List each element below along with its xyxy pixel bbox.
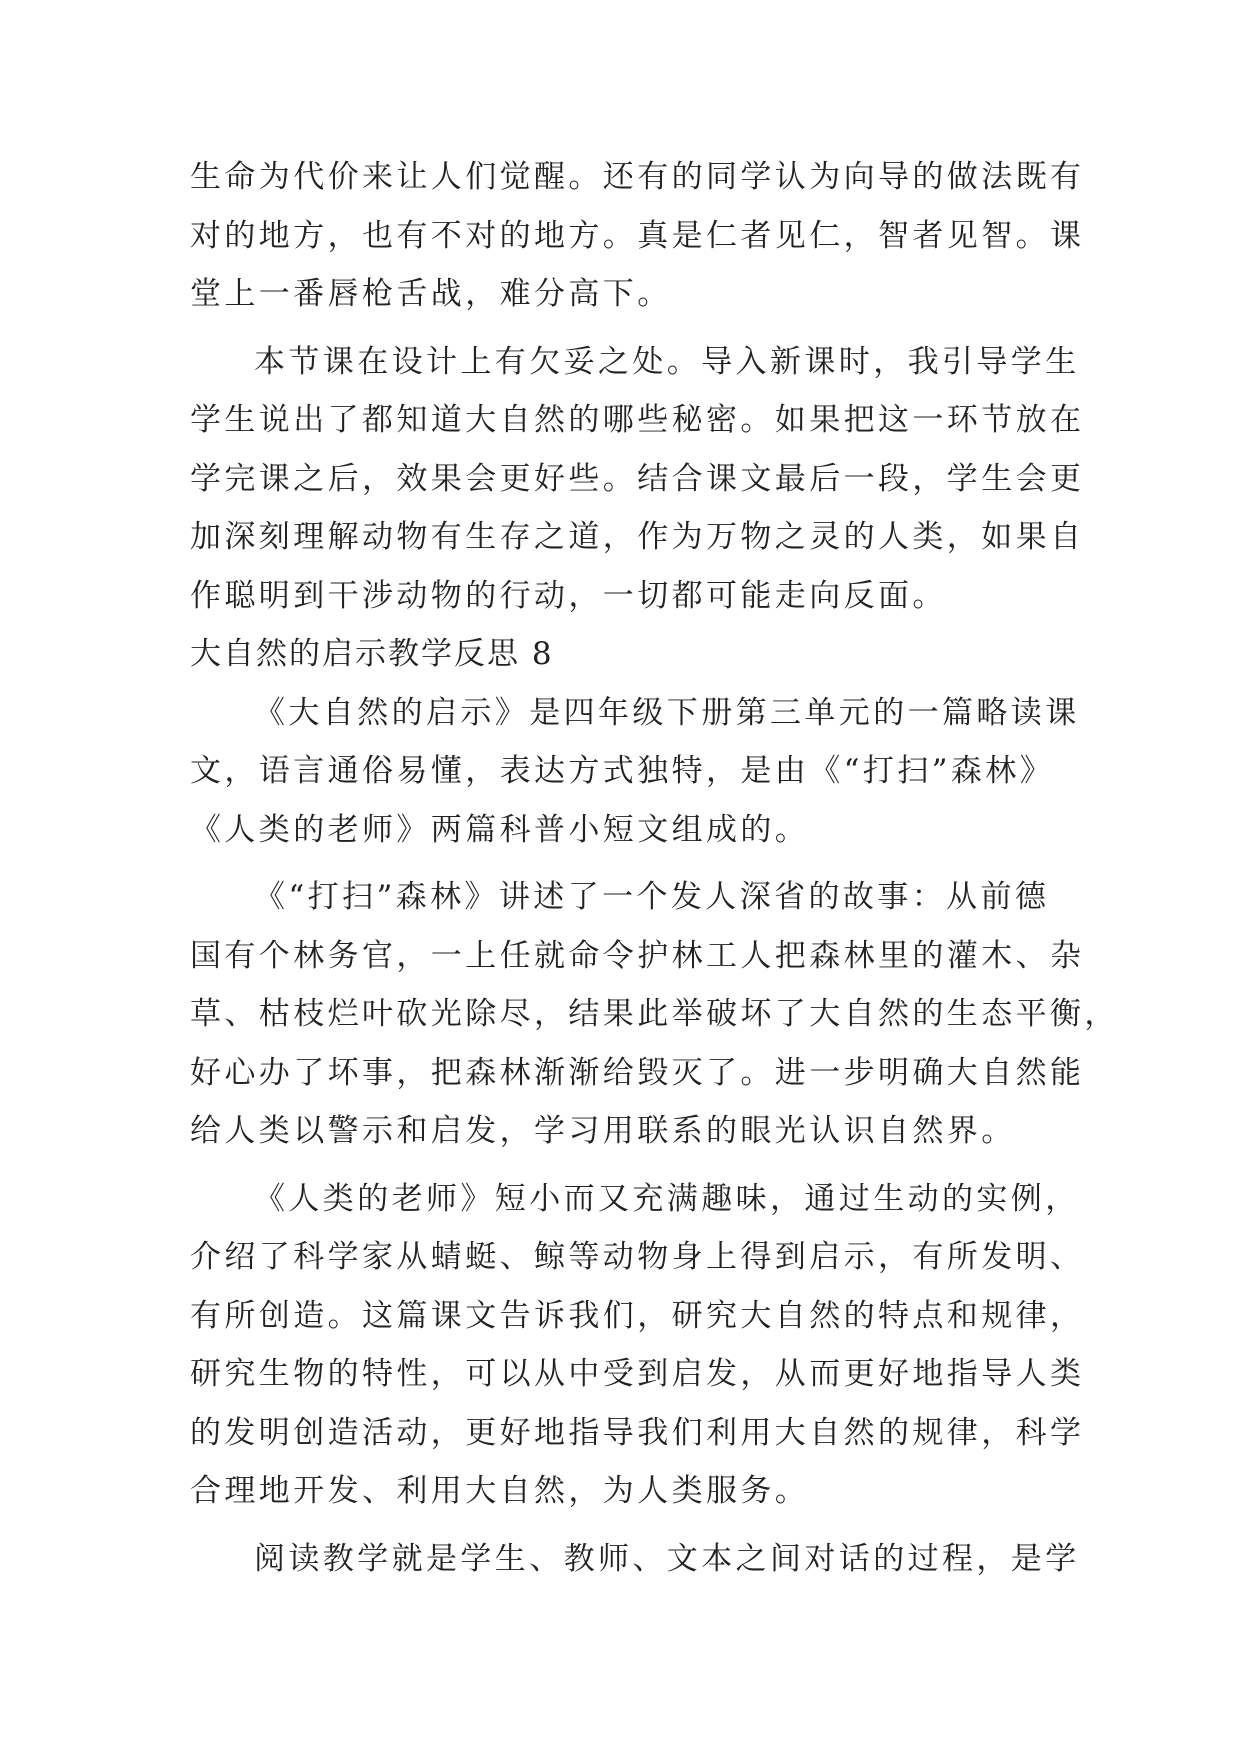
paragraph	[190, 684, 1080, 860]
section-heading	[190, 625, 1070, 684]
text-line: 《大自然的启示》是四年级下册第三单元的一篇略读课	[254, 694, 1080, 731]
text-line: 学生说出了都知道大自然的哪些秘密。如果把这一环节放在	[190, 402, 1085, 438]
text-line: 文，语言通俗易懂，表达方式独特，是由《“打扫”森林》	[190, 753, 1055, 789]
text-line: 给人类以警示和启发，学习用联系的眼光认识自然界。	[190, 1113, 1016, 1149]
paragraph-spacer	[190, 859, 1070, 868]
text-line: 生命为代价来让人们觉醒。还有的同学认为向导的做法既有	[190, 159, 1085, 195]
paragraph	[190, 148, 1085, 324]
text-line: 堂上一番唇枪舌战，难分高下。	[190, 276, 672, 312]
paragraph	[190, 1530, 1080, 1589]
text-line: 《人类的老师》短小而又充满趣味，通过生动的实例，	[254, 1180, 1080, 1217]
text-line: 国有个林务官，一上任就命令护林工人把森林里的灌木、杂	[190, 937, 1085, 974]
paragraph-spacer	[190, 1161, 1070, 1170]
text-line: 好心办了坏事，把森林渐渐给毁灭了。进一步明确大自然能	[190, 1054, 1085, 1091]
paragraph	[190, 868, 1119, 1161]
paragraph-spacer	[190, 1521, 1070, 1530]
text-line: 学完课之后，效果会更好些。结合课文最后一段，学生会更	[190, 460, 1085, 497]
text-line: 的发明创造活动，更好地指导我们利用大自然的规律，科学	[190, 1414, 1085, 1451]
text-line: 作聪明到干涉动物的行动，一切都可能走向反面。	[190, 577, 947, 614]
text-line: 加深刻理解动物有生存之道，作为万物之灵的人类，如果自	[190, 519, 1085, 555]
paragraph-spacer	[190, 324, 1070, 333]
text-line: 本节课在设计上有欠妥之处。导入新课时，我引导学生	[254, 343, 1080, 380]
text-line: 合理地开发、利用大自然，为人类服务。	[190, 1473, 810, 1509]
text-line: 有所创造。这篇课文告诉我们，研究大自然的特点和规律，	[190, 1297, 1085, 1334]
text-line: 《“打扫”森林》讲述了一个发人深省的故事：从前德	[254, 879, 1050, 915]
document-page	[190, 148, 1119, 1588]
text-line: 对的地方，也有不对的地方。真是仁者见仁，智者见智。课	[190, 217, 1085, 254]
text-line: 研究生物的特性，可以从中受到启发，从而更好地指导人类	[190, 1356, 1085, 1392]
text-line: 阅读教学就是学生、教师、文本之间对话的过程，是学	[254, 1540, 1080, 1577]
text-line: 介绍了科学家从蜻蜓、鲸等动物身上得到启示，有所发明、	[190, 1239, 1085, 1275]
text-line: 《人类的老师》两篇科普小短文组成的。	[190, 811, 810, 848]
text-line: 草、枯枝烂叶砍光除尽，结果此举破坏了大自然的生态平衡，	[190, 996, 1119, 1032]
paragraph	[190, 1170, 1085, 1521]
heading-text: 大自然的启示教学反思 8	[190, 636, 554, 672]
paragraph	[190, 333, 1085, 626]
